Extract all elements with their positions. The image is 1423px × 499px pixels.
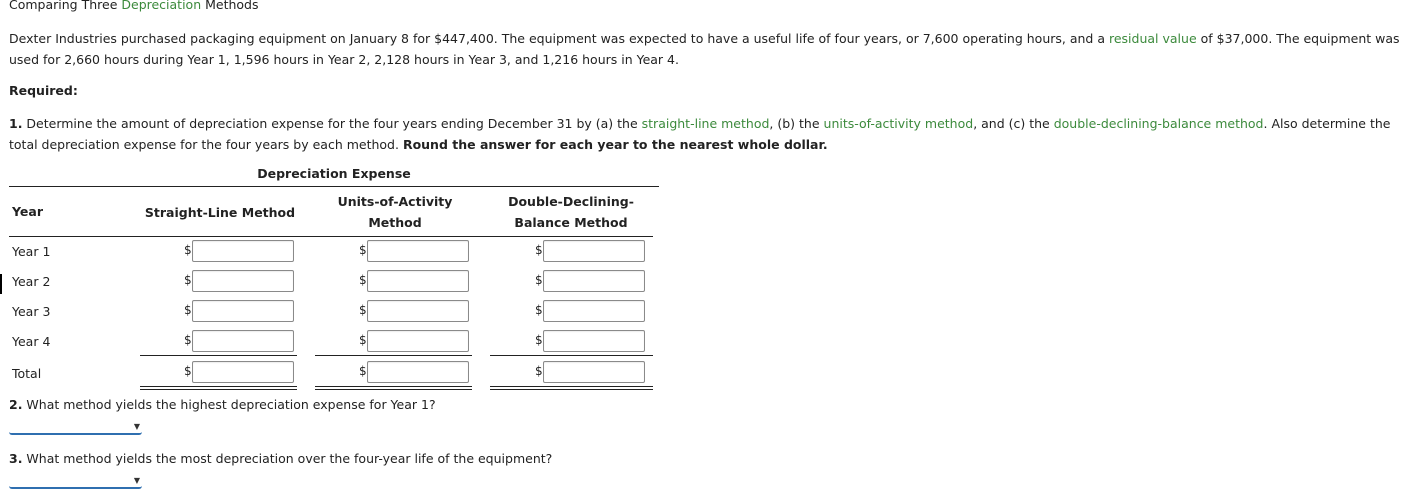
row-label-year-4: Year 4 <box>12 334 51 349</box>
ddb-year-4-input[interactable] <box>543 330 645 352</box>
ddb-header-line2: Balance Method <box>514 215 628 230</box>
currency-symbol: $ <box>535 273 543 287</box>
ua-total-input[interactable] <box>367 361 469 383</box>
required-heading: Required: <box>9 83 78 98</box>
ua-year-4-input[interactable] <box>367 330 469 352</box>
question-3-number: 3. <box>9 451 23 466</box>
sl-year-2-input[interactable] <box>192 270 294 292</box>
currency-symbol: $ <box>184 273 192 287</box>
currency-symbol: $ <box>184 364 192 378</box>
sl-year-4-input[interactable] <box>192 330 294 352</box>
sl-total-cell <box>184 361 306 383</box>
question-2-select[interactable] <box>9 419 142 435</box>
currency-symbol: $ <box>184 333 192 347</box>
header-bottom-rule <box>9 236 653 237</box>
currency-symbol: $ <box>359 273 367 287</box>
currency-symbol: $ <box>535 243 543 257</box>
table-top-rule <box>9 186 659 187</box>
ua-sum-rule <box>315 355 472 356</box>
ua-year-1-input[interactable] <box>367 240 469 262</box>
year-column-header: Year <box>12 204 43 219</box>
units-of-activity-header-line1: Units-of-Activity <box>337 194 453 209</box>
ua-year-3-cell <box>359 300 481 322</box>
title-suffix: Methods <box>201 0 259 12</box>
intro-text-2: of $37,000. The equipment was used for 2,660 hours during Year 1, 1,596 hours in Year 2, 2,128 hours in Year 3, and 1,216 hours in Year 4. <box>9 31 1400 67</box>
currency-symbol: $ <box>359 364 367 378</box>
straight-line-column-header: Straight-Line Method <box>144 205 296 220</box>
double-declining-balance-link[interactable]: double-declining-balance method <box>1053 116 1264 131</box>
question-1-number: 1. <box>9 116 23 131</box>
currency-symbol: $ <box>359 333 367 347</box>
row-label-year-1: Year 1 <box>12 244 51 259</box>
residual-value-link[interactable]: residual value <box>1108 31 1197 46</box>
units-of-activity-column-header <box>310 191 480 233</box>
currency-symbol: $ <box>359 303 367 317</box>
row-label-year-3: Year 3 <box>12 304 51 319</box>
ddb-total-double-rule <box>490 386 653 390</box>
ddb-sum-rule <box>490 355 653 356</box>
ddb-total-cell <box>535 361 657 383</box>
ddb-year-2-input[interactable] <box>543 270 645 292</box>
page-title <box>9 0 259 12</box>
dropdown-arrow-icon: ▼ <box>133 476 140 485</box>
ddb-column-header <box>487 191 655 233</box>
ua-year-3-input[interactable] <box>367 300 469 322</box>
ddb-header-line1: Double-Declining- <box>508 194 634 209</box>
sl-year-2-cell <box>184 270 306 292</box>
currency-symbol: $ <box>184 243 192 257</box>
question-1-text-2: , (b) the <box>769 116 824 131</box>
problem-statement <box>9 28 1414 70</box>
question-1-text-4: . Also determine the total depreciation expense for the four years by each method. <box>9 116 1391 152</box>
ua-year-2-input[interactable] <box>367 270 469 292</box>
question-2-number: 2. <box>9 397 23 412</box>
straight-line-link[interactable]: straight-line method <box>641 116 770 131</box>
units-of-activity-header-line2: Method <box>368 215 422 230</box>
question-1-text-3: , and (c) the <box>973 116 1054 131</box>
sl-total-input[interactable] <box>192 361 294 383</box>
ddb-year-3-cell <box>535 300 657 322</box>
currency-symbol: $ <box>535 303 543 317</box>
sl-year-4-cell <box>184 330 306 352</box>
units-of-activity-link[interactable]: units-of-activity method <box>823 116 974 131</box>
row-label-total: Total <box>12 366 42 381</box>
sl-year-3-cell <box>184 300 306 322</box>
ua-total-double-rule <box>315 386 472 390</box>
ddb-year-4-cell <box>535 330 657 352</box>
intro-text-1: Dexter Industries purchased packaging equipment on January 8 for $447,400. The equipment was expected to have a useful life of four years, or 7,600 operating hours, and a <box>9 31 1109 46</box>
table-caption: Depreciation Expense <box>257 166 411 181</box>
sl-total-double-rule <box>140 386 297 390</box>
question-1-text-1: Determine the amount of depreciation expense for the four years ending December 31 by (a) the <box>22 116 642 131</box>
ddb-year-1-input[interactable] <box>543 240 645 262</box>
ddb-year-3-input[interactable] <box>543 300 645 322</box>
ddb-total-input[interactable] <box>543 361 645 383</box>
ua-total-cell <box>359 361 481 383</box>
question-2-text: What method yields the highest depreciation expense for Year 1? <box>22 397 436 412</box>
question-3 <box>9 451 552 466</box>
ddb-year-2-cell <box>535 270 657 292</box>
currency-symbol: $ <box>184 303 192 317</box>
question-3-text: What method yields the most depreciation over the four-year life of the equipment? <box>22 451 553 466</box>
currency-symbol: $ <box>535 333 543 347</box>
row-label-year-2: Year 2 <box>12 274 51 289</box>
currency-symbol: $ <box>359 243 367 257</box>
rounding-instruction: Round the answer for each year to the nearest whole dollar. <box>402 137 828 152</box>
left-edge-marker <box>0 274 2 294</box>
ua-year-4-cell <box>359 330 481 352</box>
sl-sum-rule <box>140 355 297 356</box>
depreciation-link[interactable]: Depreciation <box>121 0 202 12</box>
ddb-year-1-cell <box>535 240 657 262</box>
ua-year-1-cell <box>359 240 481 262</box>
title-prefix: Comparing Three <box>9 0 122 12</box>
question-1 <box>9 113 1414 155</box>
sl-year-3-input[interactable] <box>192 300 294 322</box>
question-3-select[interactable] <box>9 473 142 489</box>
sl-year-1-cell <box>184 240 306 262</box>
currency-symbol: $ <box>535 364 543 378</box>
dropdown-arrow-icon: ▼ <box>133 422 140 431</box>
question-2 <box>9 397 436 412</box>
ua-year-2-cell <box>359 270 481 292</box>
sl-year-1-input[interactable] <box>192 240 294 262</box>
